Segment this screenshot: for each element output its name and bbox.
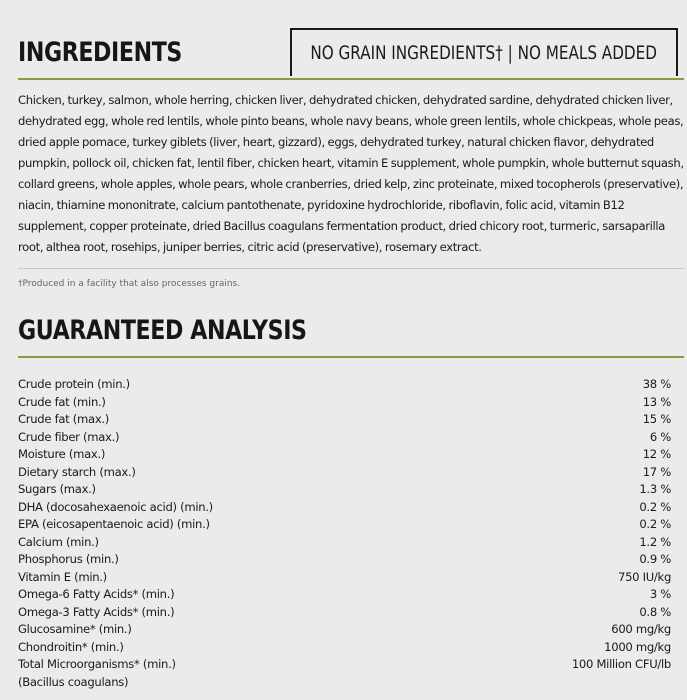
analysis-row — [18, 411, 671, 429]
nutrient-name: Phosphorus (min.) — [18, 552, 119, 566]
analysis-row — [18, 516, 671, 534]
analysis-row — [18, 604, 671, 622]
nutrient-value: 13 % — [642, 394, 671, 409]
analysis-row — [18, 464, 671, 482]
nutrient-value: 1.3 % — [639, 482, 671, 496]
nutrient-name: EPA (eicosapentaenoic acid) (min.) — [18, 517, 210, 531]
nutrient-value: 0.9 % — [639, 552, 671, 566]
nutrient-name: DHA (docosahexaenoic acid) (min.) — [18, 499, 213, 514]
analysis-row — [18, 446, 671, 464]
nutrient-name: Total Microorganisms* (min.) — [18, 657, 176, 671]
nutrient-value: 1000 mg/kg — [604, 639, 671, 654]
guaranteed-analysis-title: GUARANTEED ANALYSIS — [18, 315, 307, 346]
nutrient-name: Glucosamine* (min.) — [18, 622, 132, 636]
analysis-divider — [18, 356, 684, 358]
ingredients-list: Chicken, turkey, salmon, whole herring, chicken liver, dehydrated chicken, dehydrated sardine, dehydrated chicken liver, dehydrated egg, whole red lentils, whole pinto beans, whole navy beans, whole green lentils, whole chickpeas, whole peas, dried apple pomace, turkey giblets (liver, heart, gizzard), eggs, dehydrated turkey, natural chicken flavor, dehydrated pumpkin, pollock oil, chicken fat, lentil fiber, chicken heart, vitamin E supplement, whole pumpkin, whole butternut squash, collard greens, whole apples, whole pears, whole cranberries, dried kelp, zinc proteinate, mixed tocopherols (preservative), niacin, thiamine mononitrate, calcium pantothenate, pyridoxine hydrochloride, riboflavin, folic acid, vitamin B12 supplement, copper proteinate, dried Bacillus coagulans fermentation product, dried chicory root, turmeric, sarsaparilla root, althea root, rosehips, juniper berries, citric acid (preservative), rosemary extract. — [18, 93, 684, 254]
analysis-row — [18, 656, 671, 674]
nutrient-name: Crude fat (min.) — [18, 394, 106, 409]
nutrient-name: Crude fat (max.) — [18, 412, 109, 426]
nutrient-name: Sugars (max.) — [18, 482, 96, 496]
grain-footnote: †Produced in a facility that also processes grains. — [18, 279, 241, 289]
nutrient-value: 600 mg/kg — [611, 622, 671, 636]
nutrient-name: Calcium (min.) — [18, 534, 99, 549]
nutrient-value: 0.8 % — [639, 604, 671, 619]
nutrient-value: 38 % — [642, 377, 671, 391]
nutrient-name: Omega-6 Fatty Acids* (min.) — [18, 587, 175, 601]
claim-box — [290, 28, 678, 76]
analysis-row — [18, 586, 671, 604]
analysis-row — [18, 429, 671, 447]
analysis-row — [18, 394, 671, 412]
analysis-row — [18, 376, 671, 394]
nutrient-name: Crude protein (min.) — [18, 377, 130, 391]
nutrient-value: 0.2 % — [639, 499, 671, 514]
nutrient-value: 100 Million CFU/lb — [571, 657, 671, 671]
nutrient-value: 17 % — [642, 464, 671, 479]
analysis-row — [18, 639, 671, 657]
claim-text: NO GRAIN INGREDIENTS† | NO MEALS ADDED — [310, 42, 658, 64]
nutrient-value: 0.2 % — [639, 517, 671, 531]
analysis-row — [18, 621, 671, 639]
nutrient-name: Crude fiber (max.) — [18, 429, 120, 444]
nutrient-name: Dietary starch (max.) — [18, 464, 136, 479]
analysis-row — [18, 551, 671, 569]
analysis-row — [18, 569, 671, 587]
nutrient-value: 6 % — [649, 429, 671, 444]
nutrient-value: 1.2 % — [639, 534, 671, 549]
analysis-table — [18, 376, 671, 691]
analysis-row-subtext: (Bacillus coagulans) — [18, 674, 129, 689]
nutrient-name: Moisture (max.) — [18, 447, 106, 461]
analysis-row — [18, 534, 671, 552]
nutrient-name: Omega-3 Fatty Acids* (min.) — [18, 604, 175, 619]
nutrient-value: 12 % — [642, 447, 671, 461]
footnote-divider — [18, 268, 684, 269]
analysis-row — [18, 499, 671, 517]
ingredients-divider — [18, 78, 684, 80]
analysis-row — [18, 481, 671, 499]
nutrient-name: Chondroitin* (min.) — [18, 639, 124, 654]
nutrient-name: Vitamin E (min.) — [18, 569, 107, 584]
nutrient-value: 15 % — [642, 412, 671, 426]
ingredients-title: INGREDIENTS — [18, 37, 182, 68]
nutrient-value: 3 % — [649, 587, 671, 601]
nutrient-value: 750 IU/kg — [618, 569, 671, 584]
